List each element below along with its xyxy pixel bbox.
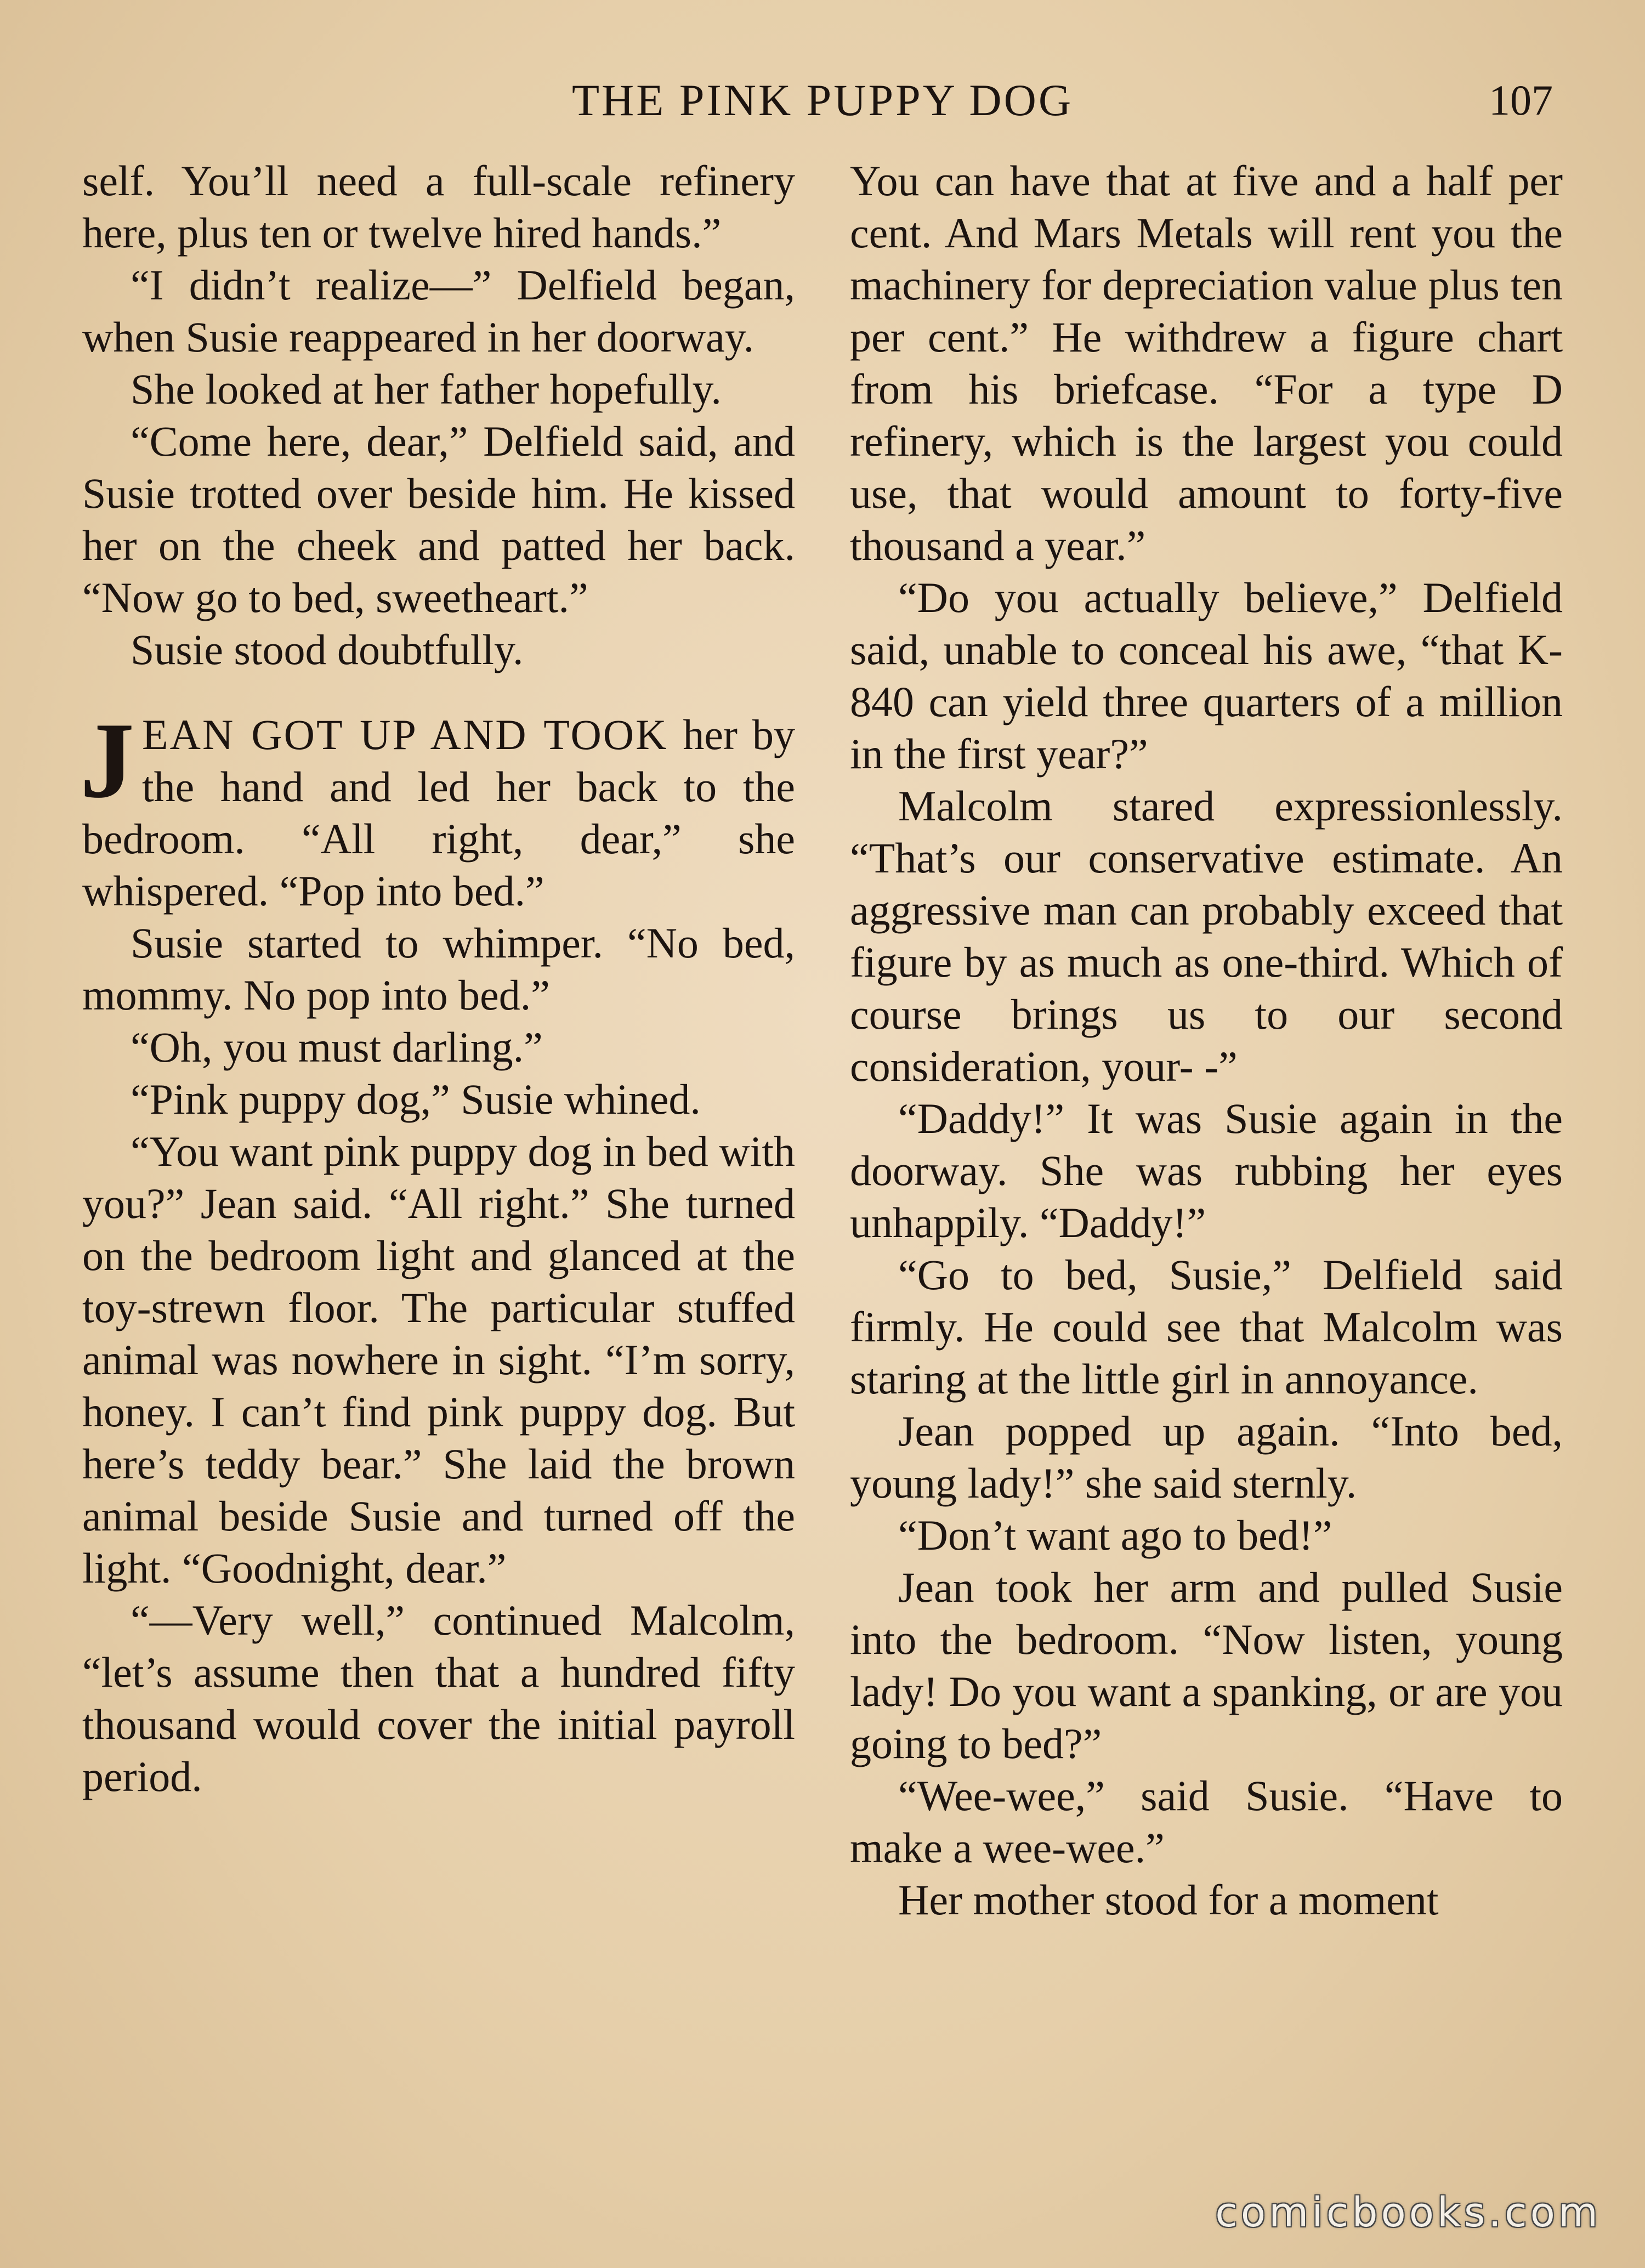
- running-title: THE PINK PUPPY DOG: [571, 75, 1074, 125]
- paragraph: “Wee-wee,” said Susie. “Have to make a wee-wee.”: [850, 1772, 1563, 1872]
- paragraph: “Go to bed, Susie,” Delfield said firmly. He could see that Malcolm was staring at the little girl in annoyance.: [850, 1251, 1563, 1403]
- paragraph: self. You’ll need a full-scale refinery here, plus ten or twelve hired hands.”: [82, 157, 795, 257]
- section-opening-paragraph: [80, 700, 795, 917]
- paragraph: “Daddy!” It was Susie again in the doorway. She was rubbing her eyes unhappily. “Daddy!”: [850, 1095, 1563, 1246]
- paragraph: “Pink puppy dog,” Susie whined.: [131, 1075, 701, 1123]
- page-number: 107: [1489, 76, 1553, 124]
- small-caps-lead: EAN GOT UP AND TOOK: [142, 711, 668, 758]
- site-watermark: comicbooks.com: [1215, 2189, 1601, 2236]
- paragraph: Malcolm stared expressionlessly. “That’s our conservative estimate. An aggressive man can probably exceed that figure by as much as one-third. Which of course brings us to our second consideration, your- -”: [850, 782, 1563, 1090]
- paragraph: Jean popped up again. “Into bed, young lady!” she said sternly.: [850, 1407, 1563, 1507]
- paragraph: You can have that at five and a half per cent. And Mars Metals will rent you the machinery for depreciation value plus ten per cent.” He withdrew a figure chart from his briefcase. “For a type D refinery, which is the largest you could use, that would amount to forty-five thousand a year.”: [850, 157, 1563, 569]
- paragraph: “Do you actually believe,” Delfield said, unable to conceal his awe, “that K-840 can yield three quarters of a million in the first year?”: [850, 574, 1563, 778]
- section-text: her by the hand and led her back to the bedroom. “All right, dear,” she whispered. “Pop into bed.”: [82, 711, 795, 915]
- left-column: [82, 155, 795, 1802]
- paragraph: Susie started to whimper. “No bed, mommy. No pop into bed.”: [82, 919, 795, 1019]
- paragraph: Her mother stood for a moment: [898, 1876, 1439, 1924]
- page-header: [0, 70, 1645, 131]
- paragraph: “Don’t want ago to bed!”: [898, 1511, 1332, 1559]
- paragraph: Susie stood doubtfully.: [131, 626, 524, 673]
- paragraph: She looked at her father hopefully.: [131, 365, 722, 413]
- paragraph: “—Very well,” continued Malcolm, “let’s assume then that a hundred fifty thousand would cover the initial payroll period.: [82, 1596, 795, 1800]
- paragraph: Jean took her arm and pulled Susie into the bedroom. “Now listen, young lady! Do you want a spanking, or are you going to bed?”: [850, 1563, 1563, 1767]
- drop-cap: J: [80, 700, 134, 820]
- paragraph: “Come here, dear,” Delfield said, and Susie trotted over beside him. He kissed her on the cheek and patted her back. “Now go to bed, sweetheart.”: [82, 417, 795, 621]
- paragraph: “You want pink puppy dog in bed with you?” Jean said. “All right.” She turned on the bedroom light and glanced at the toy-strewn floor. The particular stuffed animal was nowhere in sight. “I’m sorry, honey. I can’t find pink puppy dog. But here’s teddy bear.” She laid the brown animal beside Susie and turned off the light. “Goodnight, dear.”: [82, 1127, 795, 1592]
- right-column: [850, 155, 1563, 1926]
- paragraph: “Oh, you must darling.”: [131, 1023, 543, 1071]
- paragraph: “I didn’t realize—” Delfield began, when Susie reappeared in her doorway.: [82, 261, 795, 361]
